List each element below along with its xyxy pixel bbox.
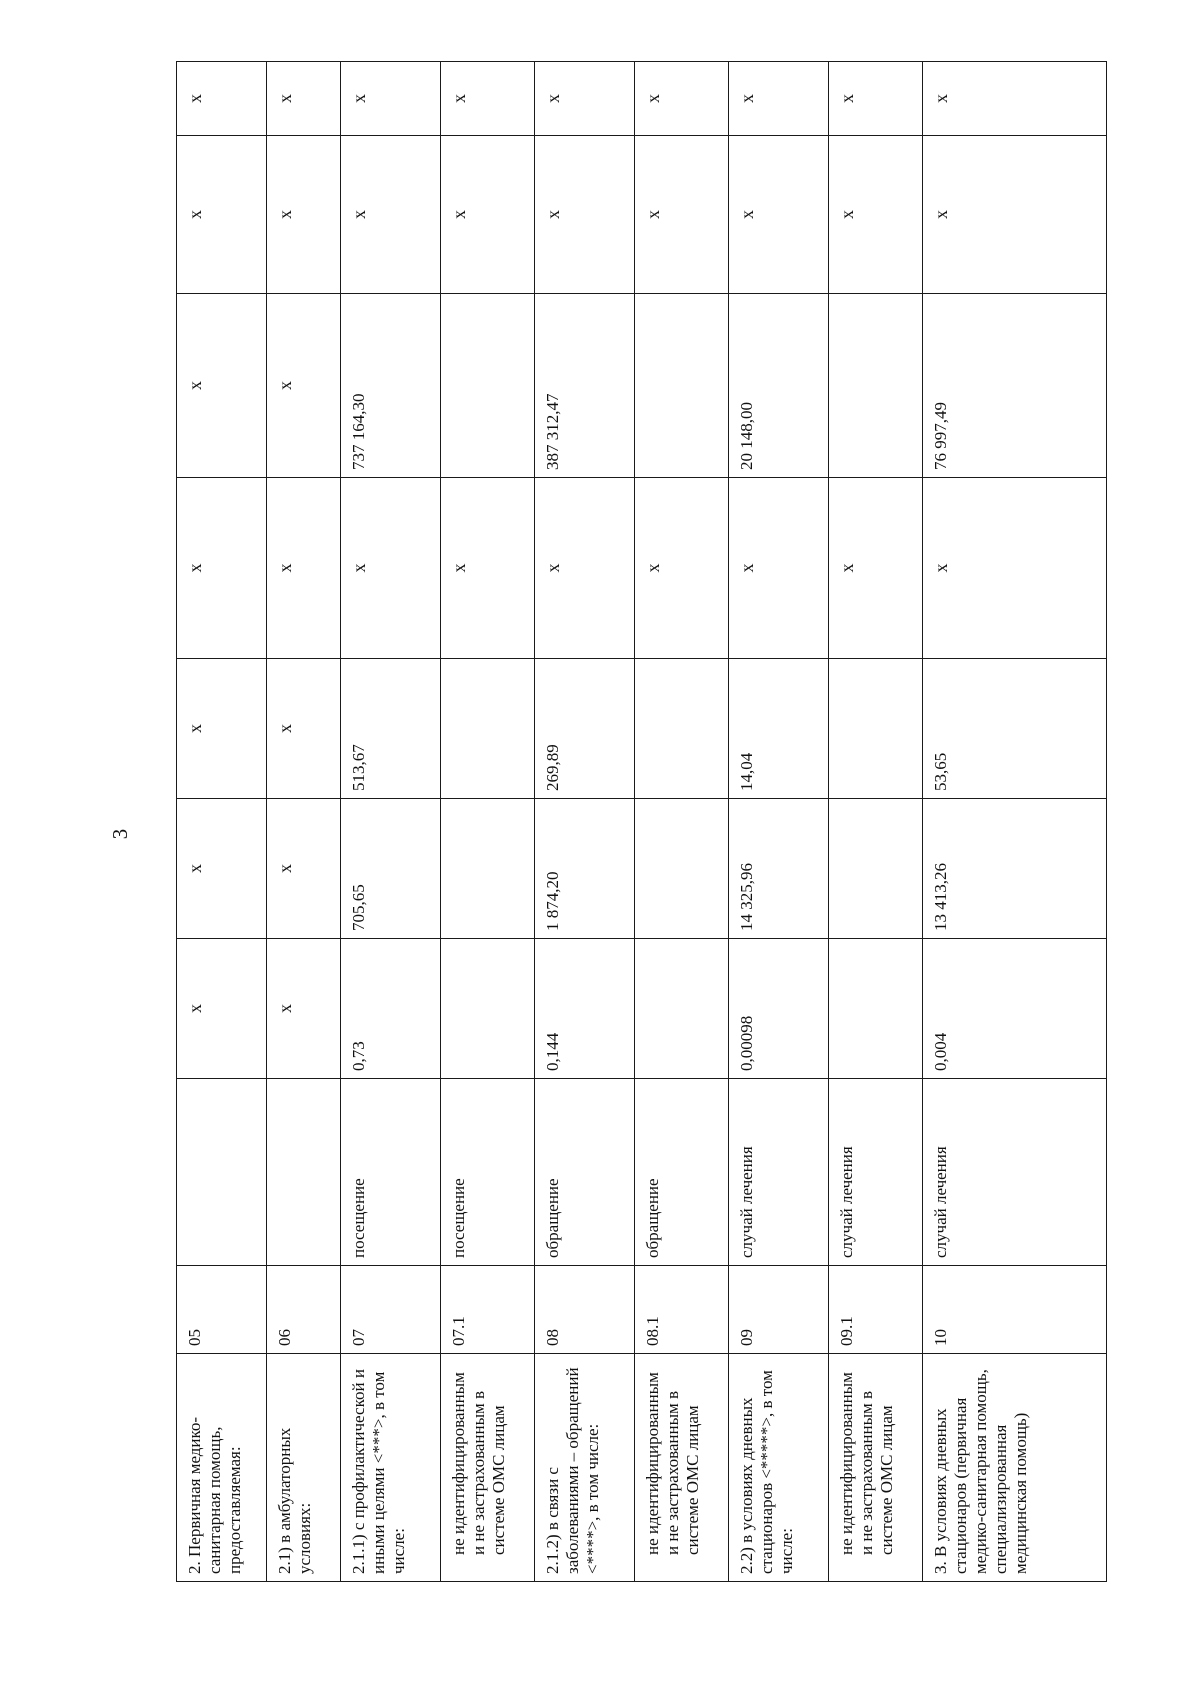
table-row xyxy=(341,62,441,1582)
volume-norm-cell: 0,144 xyxy=(535,939,635,1079)
per-capita-cell: 269,89 xyxy=(535,659,635,799)
budget-per-capita-cell: х xyxy=(635,478,729,659)
budget-total-cell: х xyxy=(635,136,729,294)
per-capita-cell: 513,67 xyxy=(341,659,441,799)
row-code-cell: 09.1 xyxy=(829,1266,923,1354)
percent-cell: х xyxy=(177,62,267,136)
table-row xyxy=(441,62,535,1582)
total-cost-cell: 387 312,47 xyxy=(535,294,635,478)
row-name-cell: 3. В условиях дневных стационаров (первичная медико-санитарная помощь, специализированная медицинская помощь) xyxy=(923,1354,1107,1582)
per-capita-cell xyxy=(441,659,535,799)
per-capita-cell: х xyxy=(267,659,341,799)
volume-norm-cell xyxy=(441,939,535,1079)
table-row xyxy=(923,62,1107,1582)
table-row xyxy=(177,62,267,1582)
row-code-cell: 07.1 xyxy=(441,1266,535,1354)
percent-cell: х xyxy=(923,62,1107,136)
cost-norm-cell: х xyxy=(177,799,267,939)
percent-cell: х xyxy=(441,62,535,136)
total-cost-cell: х xyxy=(267,294,341,478)
budget-total-cell: х xyxy=(341,136,441,294)
percent-cell: х xyxy=(535,62,635,136)
table-wrapper xyxy=(176,62,1106,1582)
budget-per-capita-cell: х xyxy=(923,478,1107,659)
row-name-cell: 2.1.2) в связи с заболеваниями – обращений <****>, в том числе: xyxy=(535,1354,635,1582)
budget-total-cell: х xyxy=(923,136,1107,294)
total-cost-cell: 76 997,49 xyxy=(923,294,1107,478)
row-code-cell: 07 xyxy=(341,1266,441,1354)
page-number: 3 xyxy=(108,828,132,840)
unit-cell: посещение xyxy=(441,1079,535,1266)
row-name-cell: 2.1.1) с профилактической и иными целями <***>, в том числе: xyxy=(341,1354,441,1582)
budget-per-capita-cell: х xyxy=(441,478,535,659)
unit-cell: посещение xyxy=(341,1079,441,1266)
unit-cell: случай лечения xyxy=(729,1079,829,1266)
budget-per-capita-cell: х xyxy=(829,478,923,659)
per-capita-cell: х xyxy=(177,659,267,799)
row-code-cell: 10 xyxy=(923,1266,1107,1354)
unit-cell: обращение xyxy=(635,1079,729,1266)
cost-norm-cell xyxy=(441,799,535,939)
percent-cell: х xyxy=(267,62,341,136)
cost-norm-cell: 1 874,20 xyxy=(535,799,635,939)
cost-norm-cell xyxy=(635,799,729,939)
budget-per-capita-cell: х xyxy=(341,478,441,659)
budget-per-capita-cell: х xyxy=(729,478,829,659)
table-row xyxy=(729,62,829,1582)
budget-total-cell: х xyxy=(177,136,267,294)
volume-norm-cell xyxy=(635,939,729,1079)
percent-cell: х xyxy=(341,62,441,136)
budget-per-capita-cell: х xyxy=(535,478,635,659)
cost-norm-cell: х xyxy=(267,799,341,939)
row-code-cell: 08.1 xyxy=(635,1266,729,1354)
table-row xyxy=(535,62,635,1582)
total-cost-cell xyxy=(441,294,535,478)
total-cost-cell: 737 164,30 xyxy=(341,294,441,478)
table-row xyxy=(829,62,923,1582)
table-row xyxy=(267,62,341,1582)
row-name-cell: не идентифицированным и не застрахованным в системе ОМС лицам xyxy=(635,1354,729,1582)
cost-norm-cell: 13 413,26 xyxy=(923,799,1107,939)
per-capita-cell xyxy=(829,659,923,799)
cost-norm-cell xyxy=(829,799,923,939)
unit-cell: случай лечения xyxy=(923,1079,1107,1266)
volume-norm-cell: х xyxy=(177,939,267,1079)
unit-cell: обращение xyxy=(535,1079,635,1266)
per-capita-cell xyxy=(635,659,729,799)
budget-total-cell: х xyxy=(535,136,635,294)
table-row xyxy=(635,62,729,1582)
volume-norm-cell xyxy=(829,939,923,1079)
total-cost-cell xyxy=(635,294,729,478)
row-code-cell: 08 xyxy=(535,1266,635,1354)
cost-norm-cell: 705,65 xyxy=(341,799,441,939)
per-capita-cell: 14,04 xyxy=(729,659,829,799)
total-cost-cell: 20 148,00 xyxy=(729,294,829,478)
unit-cell: случай лечения xyxy=(829,1079,923,1266)
row-code-cell: 09 xyxy=(729,1266,829,1354)
budget-total-cell: х xyxy=(267,136,341,294)
volume-norm-cell: 0,73 xyxy=(341,939,441,1079)
total-cost-cell: х xyxy=(177,294,267,478)
budget-total-cell: х xyxy=(441,136,535,294)
row-name-cell: не идентифицированным и не застрахованным в системе ОМС лицам xyxy=(829,1354,923,1582)
percent-cell: х xyxy=(729,62,829,136)
row-name-cell: 2. Первичная медико-санитарная помощь, предоставляемая: xyxy=(177,1354,267,1582)
financing-table xyxy=(176,61,1107,1582)
volume-norm-cell: 0,004 xyxy=(923,939,1107,1079)
budget-total-cell: х xyxy=(829,136,923,294)
percent-cell: х xyxy=(829,62,923,136)
budget-per-capita-cell: х xyxy=(177,478,267,659)
row-name-cell: 2.1) в амбулаторных условиях: xyxy=(267,1354,341,1582)
cost-norm-cell: 14 325,96 xyxy=(729,799,829,939)
row-name-cell: не идентифицированным и не застрахованным в системе ОМС лицам xyxy=(441,1354,535,1582)
row-code-cell: 05 xyxy=(177,1266,267,1354)
total-cost-cell xyxy=(829,294,923,478)
row-name-cell: 2.2) в условиях дневных стационаров <*****>, в том числе: xyxy=(729,1354,829,1582)
volume-norm-cell: 0,00098 xyxy=(729,939,829,1079)
unit-cell xyxy=(267,1079,341,1266)
volume-norm-cell: х xyxy=(267,939,341,1079)
per-capita-cell: 53,65 xyxy=(923,659,1107,799)
row-code-cell: 06 xyxy=(267,1266,341,1354)
unit-cell xyxy=(177,1079,267,1266)
budget-per-capita-cell: х xyxy=(267,478,341,659)
percent-cell: х xyxy=(635,62,729,136)
budget-total-cell: х xyxy=(729,136,829,294)
